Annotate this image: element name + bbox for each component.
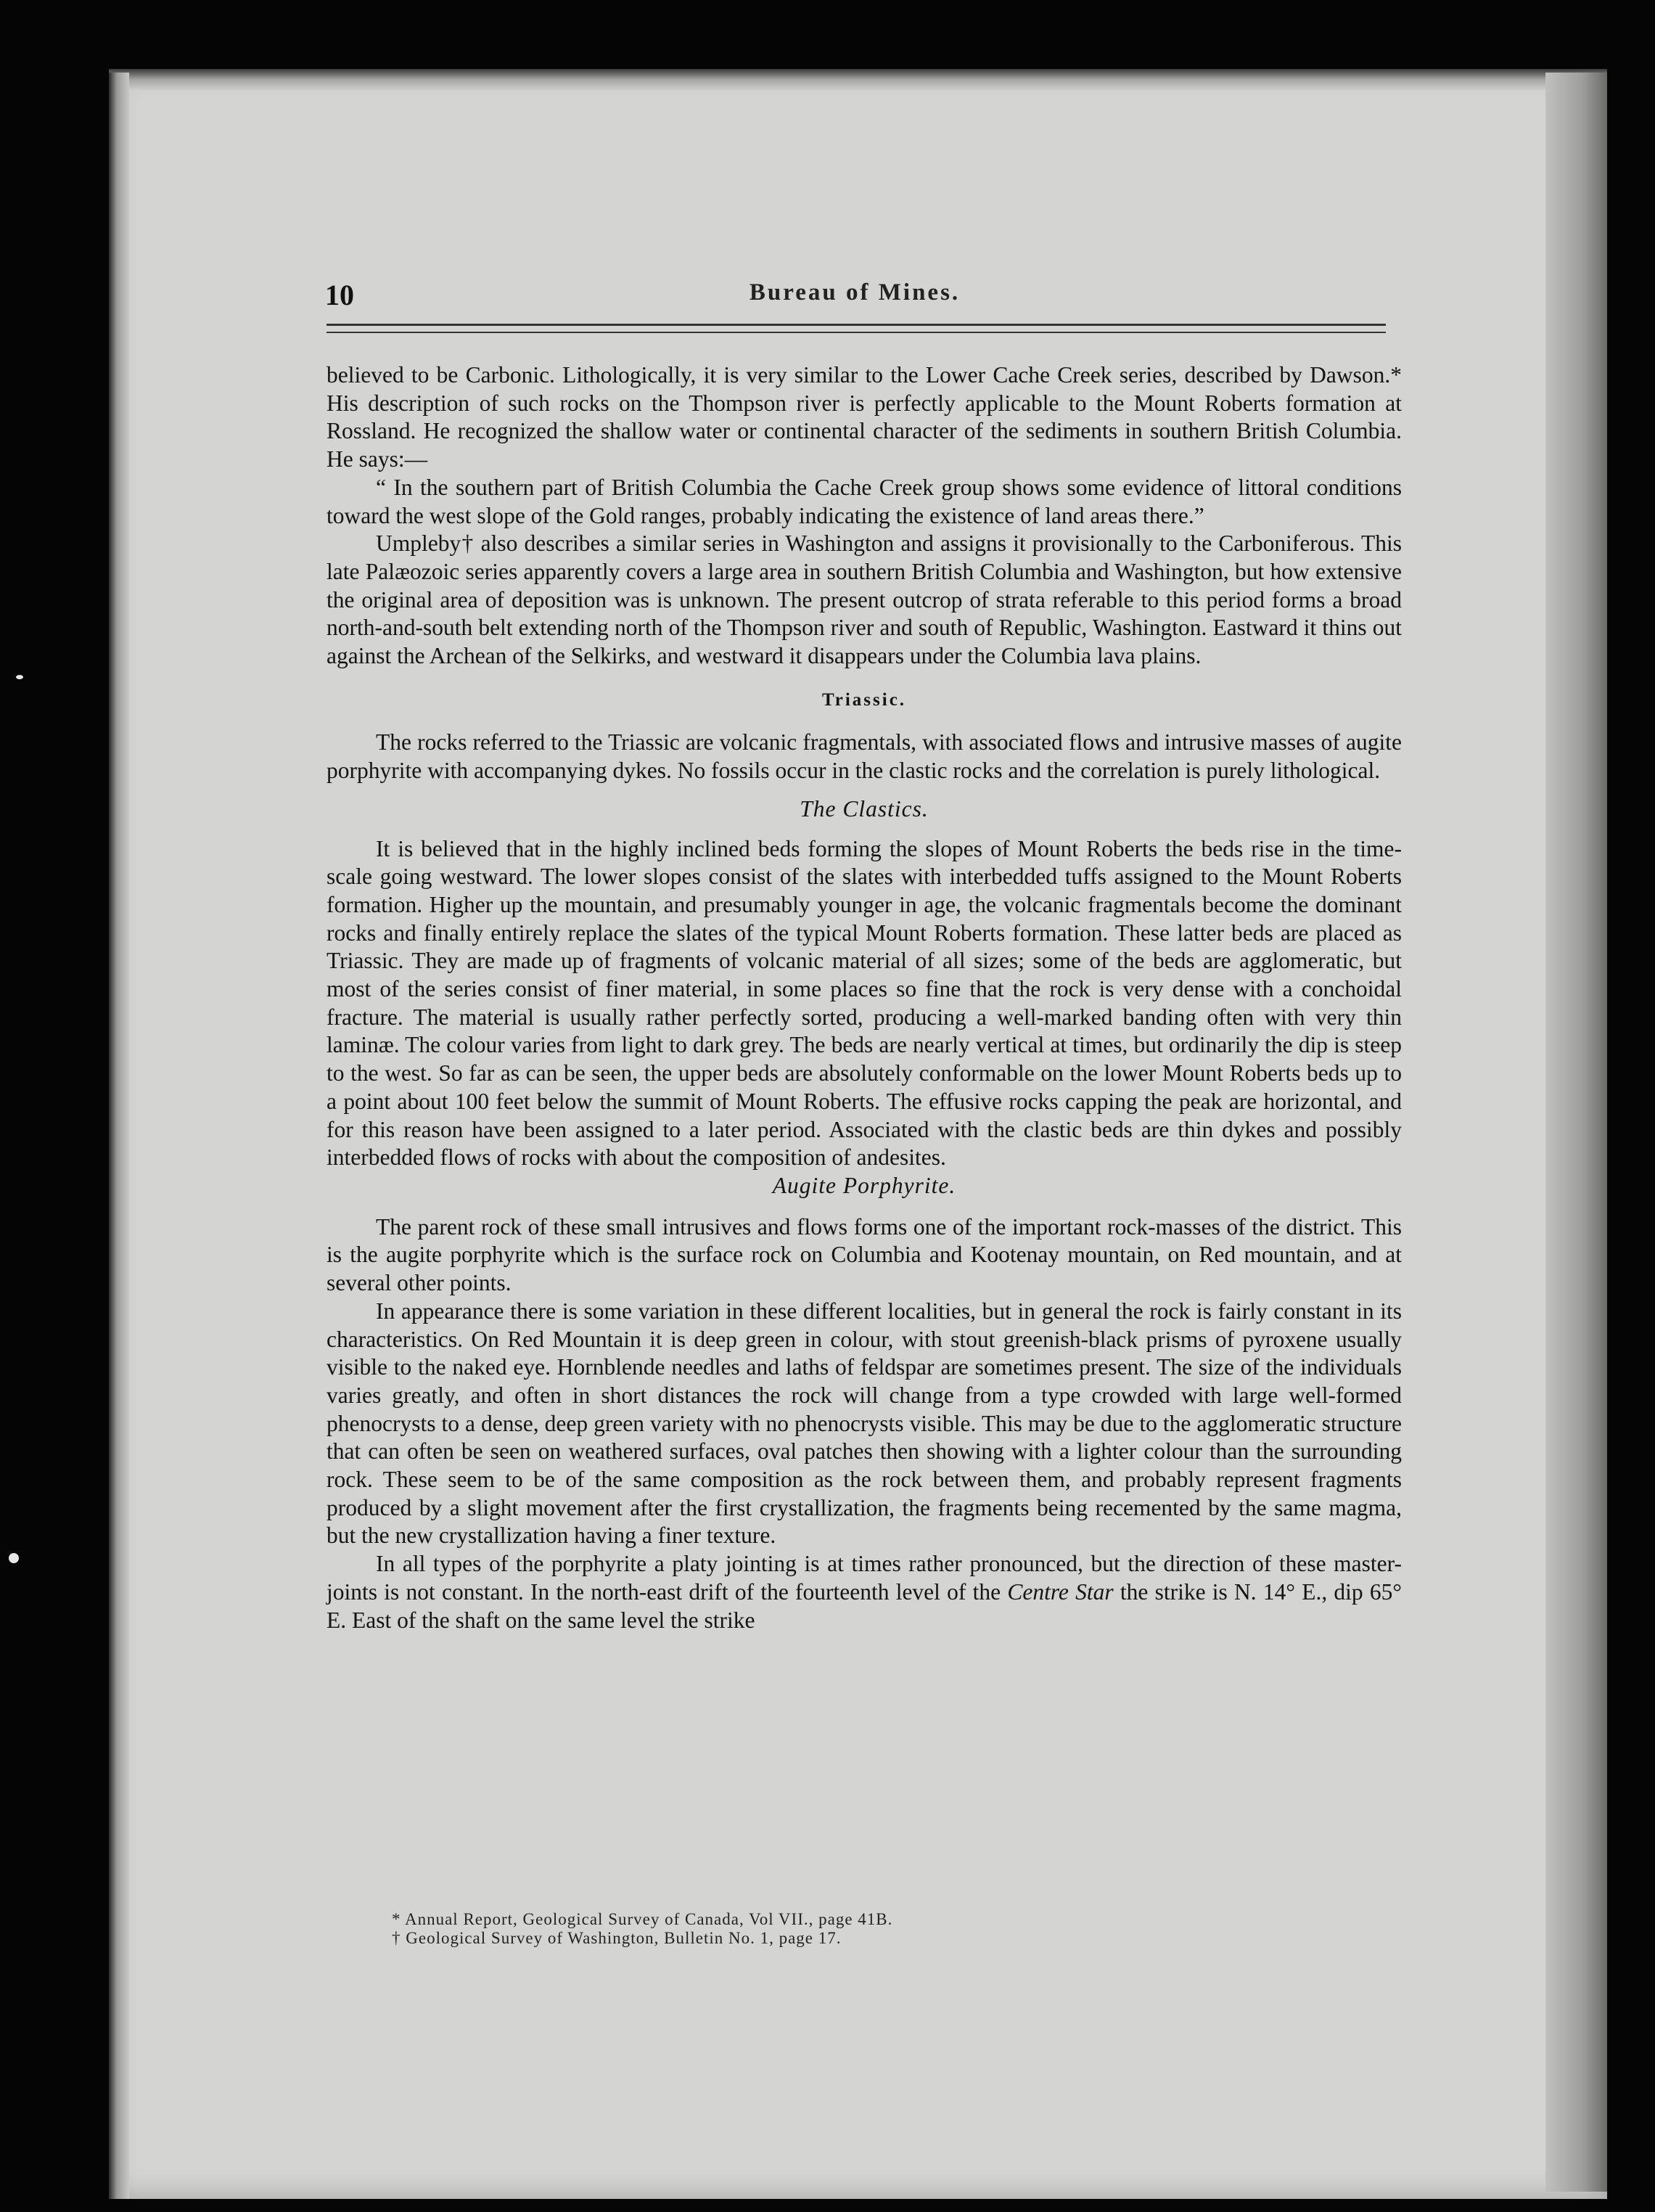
paragraph: believed to be Carbonic. Lithologically, it is very similar to the Lower Cache Creek series, described by Dawson.* His description of such rocks on the Thompson river is perfectly applicable to the Mount Roberts formation at Rossland. He recognized the shallow water or continental character of the sediments in southern British Columbia. He says:— (327, 362, 1402, 472)
page-left-edge (109, 73, 129, 2199)
scan-speck (16, 675, 23, 679)
paragraph-quote: “ In the southern part of British Columbia the Cache Creek group shows some evidence of littoral conditions toward the west slope of the Gold ranges, probably indicating the existence of land areas there.” (327, 474, 1402, 528)
page-number: 10 (325, 279, 354, 311)
subsection-heading-clastics: The Clastics. (800, 795, 929, 822)
section-heading-triassic: Triassic. (821, 689, 907, 710)
paragraph: In appearance there is some variation in these different localities, but in general the rock is fairly constant in its characteristics. On Red Mountain it is deep green in colour, with stout greenish-black prisms of pyroxene usually visible to the naked eye. Hornblende needles and laths of feldspar are sometimes present. The size of the individuals varies greatly, and often in short distances the rock will change from a type crowded with large well-formed phenocrysts to a dense, deep green variety with no phenocrysts visible. This may be due to the agglomeratic structure that can often be seen on weathered surfaces, oval patches then showing with a lighter colour than the surrounding rock. These seem to be of the same composition as the rock between them, and probably represent fragments produced by a slight movement after the first crystallization, the fragments being recemented by the same magma, but the new crystallization having a finer texture. (327, 1298, 1402, 1549)
paragraph: The rocks referred to the Triassic are volcanic fragmentals, with associated flows and intrusive masses of augite porphyrite with accompanying dykes. No fossils occur in the clastic rocks and the correlation is purely lithological. (327, 729, 1402, 784)
body-text (327, 361, 1402, 1634)
paragraph: It is believed that in the highly inclined beds forming the slopes of Mount Roberts the beds rise in the time-scale going westward. The lower slopes consist of the slates with interbedded tuffs assigned to the Mount Roberts formation. Higher up the mountain, and presumably younger in age, the volcanic fragmentals become the dominant rocks and finally entirely replace the slates of the typical Mount Roberts formation. These latter beds are placed as Triassic. They are made up of fragments of volcanic material of all sizes; some of the beds are agglomeratic, but most of the series consist of finer material, in some places so fine that the rock is very dense with a conchoidal fracture. The material is usually rather perfectly sorted, producing a well-marked banding often with very thin laminæ. The colour varies from light to dark grey. The beds are nearly vertical at times, but ordinarily the dip is steep to the west. So far as can be seen, the upper beds are absolutely conformable on the lower Mount Roberts beds up to a point about 100 feet below the summit of Mount Roberts. The effusive rocks capping the peak are horizontal, and for this reason have been assigned to a later period. Associated with the clastic beds are thin dykes and possibly interbedded flows of rocks with about the composition of andesites. (327, 835, 1402, 1171)
scan-speck (9, 1553, 19, 1563)
subsection-heading-augite-porphyrite: Augite Porphyrite. (772, 1172, 956, 1198)
mine-name: Centre Star (1007, 1578, 1114, 1605)
footnotes (392, 1910, 1190, 1948)
footnote: † Geological Survey of Washington, Bulletin No. 1, page 17. (392, 1929, 842, 1947)
page-header (325, 278, 1384, 321)
paragraph-text: the strike is N. 14° E., dip 65° E. East of the shaft on the same level the strike (327, 1578, 1402, 1633)
page-top-edge (109, 69, 1607, 91)
running-head: Bureau of Mines. (749, 279, 961, 306)
paragraph: Umpleby† also describes a similar series in Washington and assigns it provisionally to the Carboniferous. This late Palæozoic series apparently covers a large area in southern British Columbia and Washington, but how extensive the original area of deposition was is unknown. The present outcrop of strata referable to this period forms a broad north-and-south belt extending north of the Thompson river and south of Republic, Washington. Eastward it thins out against the Archean of the Selkirks, and westward it disappears under the Columbia lava plains. (327, 531, 1402, 669)
page-right-fold (1545, 73, 1607, 2192)
header-rule-bottom (327, 332, 1386, 333)
footnote: * Annual Report, Geological Survey of Canada, Vol VII., page 41B. (392, 1910, 893, 1928)
header-rule-top (327, 324, 1386, 326)
paragraph (327, 1550, 1402, 1634)
paragraph: The parent rock of these small intrusives and flows forms one of the important rock-masses of the district. This is the augite porphyrite which is the surface rock on Columbia and Kootenay mountain, on Red mountain, and at several other points. (327, 1213, 1402, 1296)
paragraph-text: In all types of the porphyrite a platy jointing is at times rather pronounced, but the direction of these master-joints is not constant. In the north-east drift of the fourteenth level of the (327, 1551, 1402, 1605)
